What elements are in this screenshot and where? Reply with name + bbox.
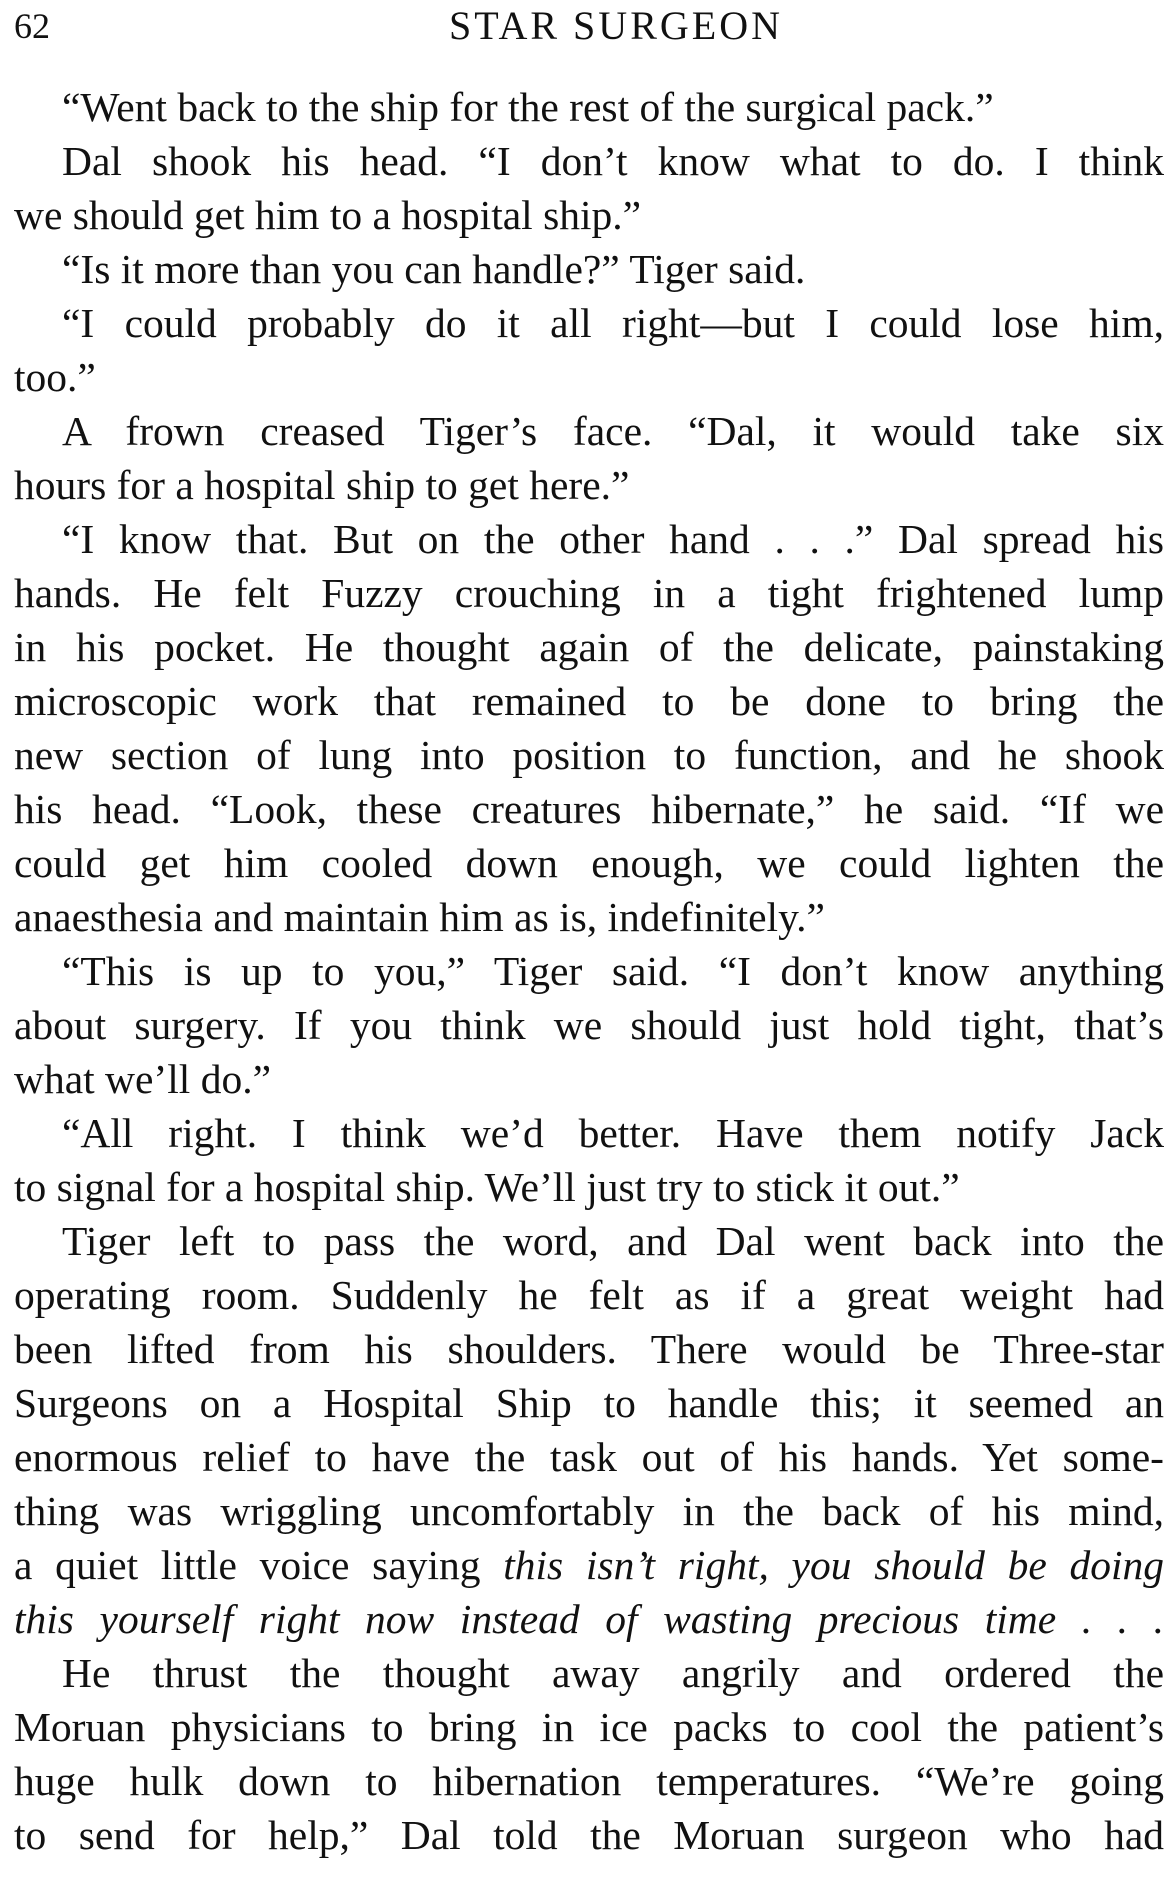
text-line: microscopic work that remained to be done to bring the [14,678,1164,724]
text-line: “All right. I think we’d better. Have them notify Jack [62,1110,1164,1156]
text-line: Tiger left to pass the word, and Dal went back into the [62,1218,1164,1264]
text-line: Dal shook his head. “I don’t know what to do. I think [62,138,1164,184]
text-run: a quiet little voice saying [14,1542,504,1588]
text-line: Moruan physicians to bring in ice packs to cool the patient’s [14,1704,1164,1750]
text-line: could get him cooled down enough, we could lighten the [14,840,1164,886]
italic-text-line: this yourself right now instead of wasting precious time . . . [14,1596,1164,1642]
text-line [14,1538,1164,1592]
text-line: anaesthesia and maintain him as is, indefinitely.” [14,894,825,940]
text-line: “This is up to you,” Tiger said. “I don’t know anything [62,948,1164,994]
text-line: “Is it more than you can handle?” Tiger said. [62,246,806,292]
text-line: operating room. Suddenly he felt as if a great weight had [14,1272,1164,1318]
text-line: to signal for a hospital ship. We’ll just try to stick it out.” [14,1164,960,1210]
body-text [14,80,1164,1862]
text-line: huge hulk down to hibernation temperatures. “We’re going [14,1758,1164,1804]
text-line: He thrust the thought away angrily and ordered the [62,1650,1164,1696]
text-line: “I know that. But on the other hand . . .” Dal spread his [62,516,1164,562]
running-title: STAR SURGEON [449,3,783,48]
text-line: hours for a hospital ship to get here.” [14,462,630,508]
text-line: too.” [14,354,96,400]
text-line: what we’ll do.” [14,1056,271,1102]
text-line: about surgery. If you think we should just hold tight, that’s [14,1002,1164,1048]
text-line: we should get him to a hospital ship.” [14,192,642,238]
text-line: hands. He felt Fuzzy crouching in a tight frightened lump [14,570,1164,616]
text-line: to send for help,” Dal told the Moruan surgeon who had [14,1812,1164,1858]
page-number: 62 [14,6,50,46]
text-line: “Went back to the ship for the rest of the surgical pack.” [62,84,994,130]
text-line: Surgeons on a Hospital Ship to handle this; it seemed an [14,1380,1164,1426]
text-line: enormous relief to have the task out of his hands. Yet some- [14,1434,1164,1480]
page-header [14,0,1158,50]
text-line: in his pocket. He thought again of the delicate, painstaking [14,624,1164,670]
text-line: new section of lung into position to function, and he shook [14,732,1164,778]
text-line: his head. “Look, these creatures hibernate,” he said. “If we [14,786,1164,832]
italic-text-run: this isn’t right, you should be doing [503,1542,1164,1588]
text-line: A frown creased Tiger’s face. “Dal, it would take six [62,408,1164,454]
text-line: been lifted from his shoulders. There would be Three-star [14,1326,1164,1372]
text-line: thing was wriggling uncomfortably in the back of his mind, [14,1488,1164,1534]
text-line: “I could probably do it all right—but I could lose him, [62,300,1164,346]
